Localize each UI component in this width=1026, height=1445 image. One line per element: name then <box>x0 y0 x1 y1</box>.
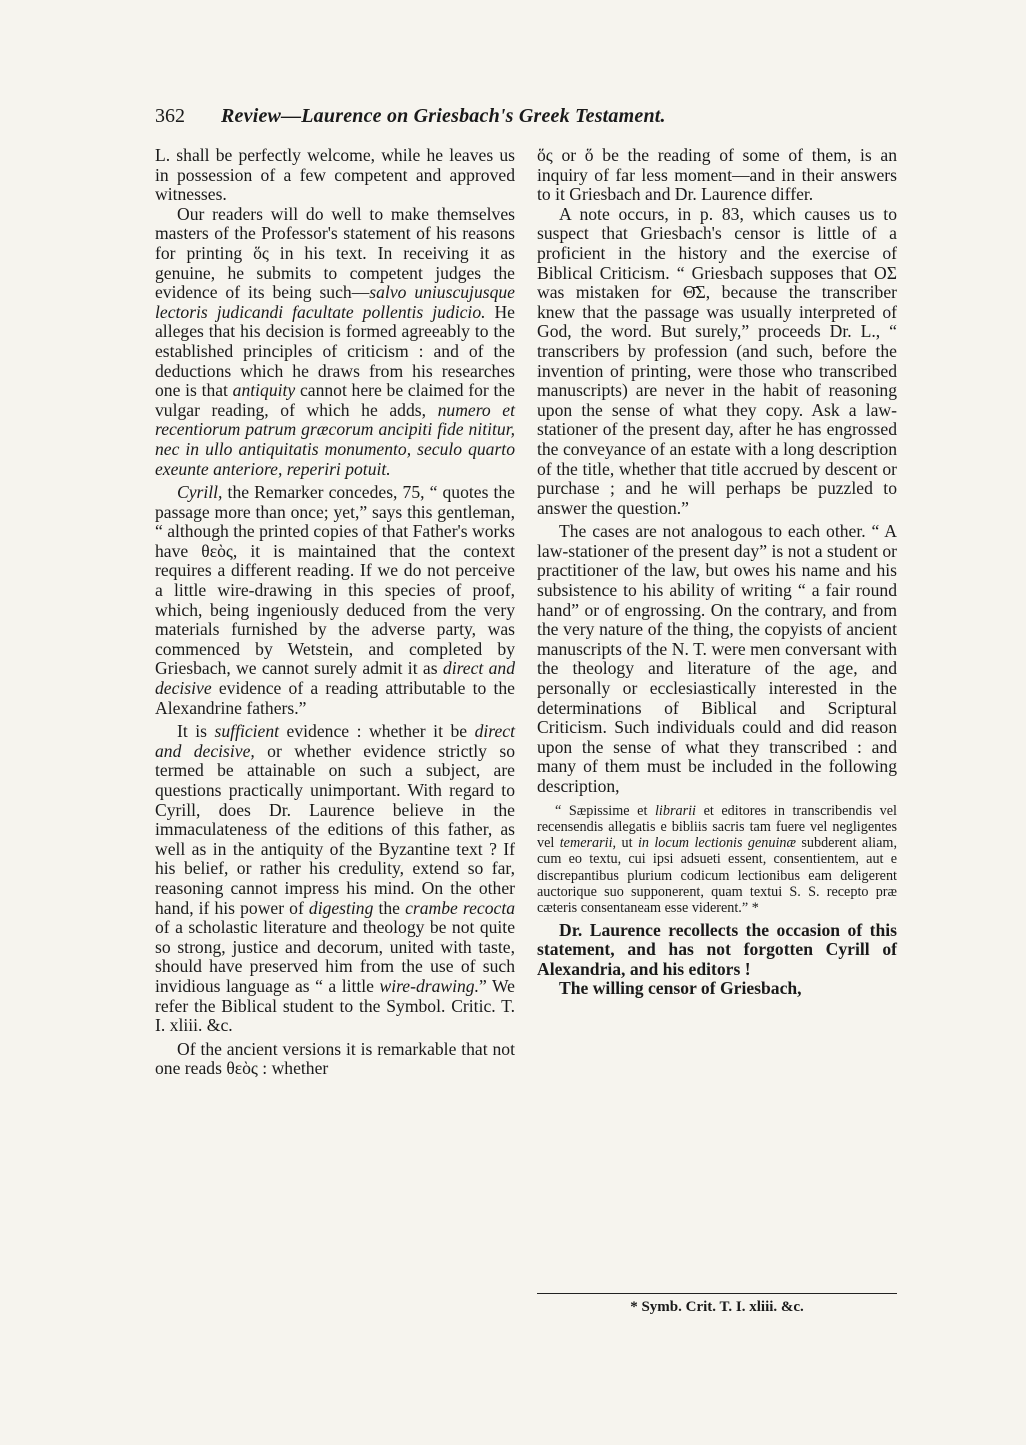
emphasis: crambe recocta <box>405 897 516 918</box>
paragraph: Dr. Laurence recollects the occasion of this statement, and has not forgotten Cyrill of Alexandria, and his editors ! <box>537 919 897 979</box>
block-quote <box>537 803 897 917</box>
text-run: of a scholastic literature and theology be not quite so strong, justice and decorum, united with taste, should have preserved him from the use of such invidious language as “ a little <box>155 917 515 996</box>
paragraph <box>155 722 515 1036</box>
emphasis: temerarii, <box>559 835 617 852</box>
right-column <box>537 146 897 999</box>
text-run: cannot here be claimed for the vulgar reading, of which he adds, <box>155 380 515 420</box>
emphasis: librarii <box>654 802 696 819</box>
paragraph <box>155 205 515 479</box>
running-title: Review—Laurence on Griesbach's Greek Testament. <box>221 105 666 127</box>
paragraph: Of the ancient versions it is remarkable that not one reads θεὸς : whether <box>155 1038 515 1079</box>
emphasis: antiquity <box>232 380 296 401</box>
emphasis: wire-drawing. <box>379 975 479 996</box>
page-number: 362 <box>155 105 185 127</box>
footnote-rule <box>537 1293 897 1294</box>
text-run: It is <box>177 721 215 742</box>
text-run: ut <box>616 835 638 852</box>
text-run: et editores in transcribendis vel recensendis allegatis e bibliis sacris tam fuere vel negligentes vel <box>537 802 897 852</box>
text-run: ” We refer the Biblical student to the Symbol. Critic. T. I. xliii. &c. <box>155 975 515 1036</box>
paragraph: The cases are not analogous to each other. “ A law-stationer of the present day” is not a student or practitioner of the law, but owes his name and his subsistence to his ability of writing “ a fair round hand” or of engrossing. On the contrary, and from the very nature of the thing, the copyists of ancient manuscripts of the N. T. were men conversant with the theology and literature of the age, and personally or ecclesiastically interested in the determinations of Biblical and Scriptural Criticism. Such individuals could and did reason upon the sense of what they transcribed : and many of them must be included in the following description, <box>537 521 897 796</box>
emphasis: digesting <box>308 897 374 918</box>
latin-quote: salvo uniuscujusque lectoris judicandi facultate pollentis judicio. <box>155 282 515 322</box>
latin-quote: numero et recentiorum patrum græcorum ancipiti fide nititur, nec in ullo antiquitatis monumento, seculo quarto exeunte anteriore, reperiri potuit. <box>155 399 515 479</box>
text-run: the Remarker concedes, 75, “ quotes the passage more than once; yet,” says this gentleman, “ although the printed copies of that Father's works have θεὸς, it is maintained that the context requires a different reading. If we do not perceive a little wire-drawing in this species of proof, which, being ingeniously deduced from the very materials furnished by the adverse party, was commenced by Wetstein, and completed by Griesbach, we cannot surely admit it as <box>155 482 515 679</box>
text-run: the <box>373 897 406 918</box>
emphasis: direct and decisive <box>155 658 515 699</box>
text-run: evidence : whether it be <box>279 721 475 742</box>
text-run: subderent aliam, cum eo textu, cui ipsi adsueti essent, consentientem, aut e discrepantibus plurium codicum lectionibus eam deligerent auctorique suo supponerent, quam textui S. S. recepto præ cæteris consentaneam esse viderent.” * <box>537 835 897 917</box>
text-run: Our readers will do well to make themselves masters of the Professor's statement of his reasons for printing ὅς in his text. In receiving it as genuine, he submits to competent judges the evidence of its being such— <box>155 203 515 303</box>
text-run: He alleges that his decision is formed agreeably to the established principles of criticism : and of the deductions which he draws from his researches one is that <box>155 301 515 401</box>
emphasis: sufficient <box>214 721 280 742</box>
footnote: * Symb. Crit. T. I. xliii. &c. <box>630 1299 804 1315</box>
running-header <box>155 105 775 128</box>
paragraph: L. shall be perfectly welcome, while he leaves us in possession of a few competent and approved witnesses. <box>155 145 515 205</box>
emphasis: in locum lectionis genuinæ <box>637 835 796 852</box>
paragraph: ὅς or ὅ be the reading of some of them, is an inquiry of far less moment—and in their answers to it Griesbach and Dr. Laurence differ. <box>537 145 897 205</box>
emphasis: Cyrill, <box>177 482 223 503</box>
text-run: “ Sæpissime et <box>555 802 655 819</box>
left-column <box>155 146 515 1079</box>
paragraph <box>155 483 515 718</box>
text-run: evidence of a reading attributable to the Alexandrine fathers.” <box>155 678 515 718</box>
paragraph: The willing censor of Griesbach, <box>559 978 802 999</box>
text-run: or whether evidence strictly so termed be attainable on such a subject, are questions practically unimportant. With regard to Cyrill, does Dr. Laurence believe in the immaculateness of the editions of this father, as well as in the antiquity of the Byzantine text ? If his belief, or rather his credulity, extend so far, reasoning cannot impress his mind. On the other hand, if his power of <box>155 740 515 918</box>
emphasis: direct and decisive, <box>155 721 515 761</box>
paragraph: A note occurs, in p. 83, which causes us to suspect that Griesbach's censor is little of a proficient in the history and the exercise of Biblical Criticism. “ Griesbach supposes that ΟΣ was mistaken for Θ̄Σ, because the transcriber knew that the passage was usually interpreted of God, the word. But surely,” proceeds Dr. L., “ transcribers by profession (and such, before the invention of printing, were those who transcribed manuscripts) are never in the habit of reasoning upon the sense of what they copy. Ask a law-stationer of the present day, after he has engrossed the conveyance of an estate with a long description of the title, whether that title accrued by descent or purchase ; and he will perhaps be puzzled to answer the question.” <box>537 203 897 518</box>
